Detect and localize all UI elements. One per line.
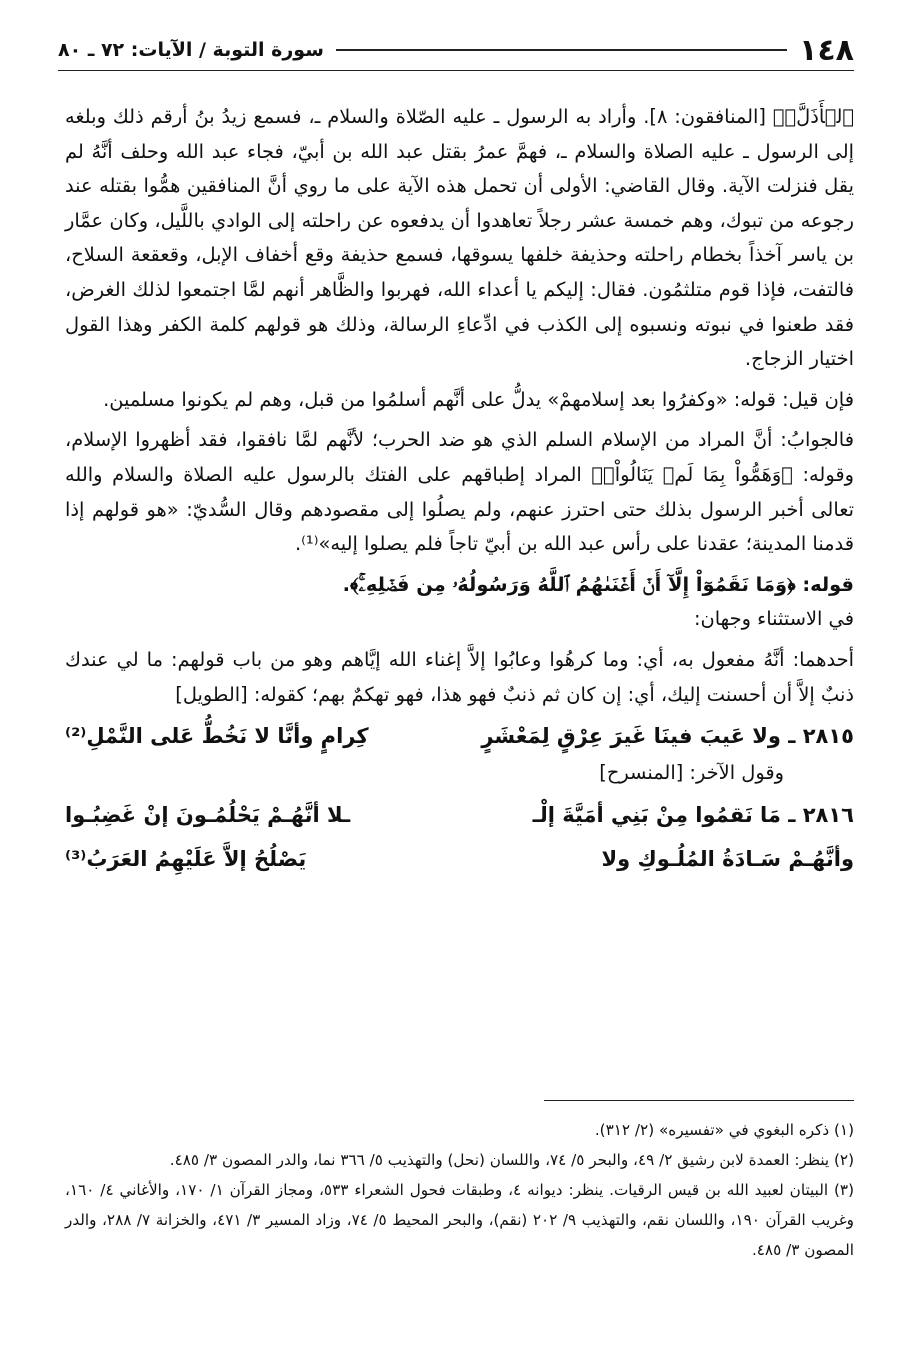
page-header bbox=[58, 30, 854, 71]
main-text bbox=[65, 100, 854, 879]
page-number: ١٤٨ bbox=[799, 32, 854, 68]
verse-second-hemistich: ـلا أنَّهُـمْ يَحْلُمُـونَ إنْ غَضِبُـوا bbox=[65, 802, 351, 827]
poetry-verse bbox=[65, 795, 854, 835]
verse-second-hemistich: كِرامٍ وأنَّا لا نَخُطُّ عَلى النَّمْلِ⁽²⁾ bbox=[65, 724, 369, 749]
poetry-verse bbox=[65, 716, 854, 756]
verse-first-hemistich: ٢٨١٦ ـ مَا نَقمُوا مِنْ بَنِي أمَيَّةَ إلْـ bbox=[532, 802, 854, 827]
paragraph: فالجوابُ: أنَّ المراد من الإسلام السلم الذي هو ضد الحرب؛ لأنَّهم لمَّا نافقوا، فقد أظهروا الإسلام، وقوله: ﴿وَهَمُّواْ بِمَا لَمۡ يَنَالُواْۚ﴾ المراد إطباقهم على الفتك بالرسول عليه الصلاة والسلام والله تعالى أخبر الرسول بذلك حتى احترز عنهم، ولم يصلُوا إلى مقصودهم وقال السُّديّ: «هو قولهم إذا قدمنا المدينة؛ عقدنا على رأس عبد الله بن أبيّ تاجاً فلم يصلوا إليه»⁽¹⁾. bbox=[65, 428, 854, 556]
paragraph: ٱلۡأَذَلَّۚ﴾ [المنافقون: ٨]. وأراد به الرسول ـ عليه الصّلاة والسلام ـ، فسمع زيدُ بنُ أرقم ذلك وبلغه إلى الرسول ـ عليه الصلاة والسلام ـ، فهمَّ عمرُ بقتل عبد الله بن أبيّ، فجاء عبد الله وحلف أنَّهُ لم يقل فنزلت الآية. وقال القاضي: الأولى أن تحمل هذه الآية على ما روي أنَّ المنافقين همُّوا بقتله عند رجوعه من تبوك، وهم خمسة عشر رجلاً تعاهدوا أن يدفعوه عن راحلته إلى الوادي باللَّيل، وكان عمَّار بن ياسر آخذاً بخطام راحلته وحذيفة خلفها يسوقها، فسمع حذيفة وقع أخفاف الإبل، وقعقعة السلاح، فالتفت، فإذا قوم متلثمُون. فقال: إليكم يا أعداء الله، فهربوا والظَّاهر أنهم لمَّا اجتمعوا لذلك الغرض، فقد طعنوا في نبوته ونسبوه إلى الكذب في ادِّعاءِ الرسالة، وذلك هو قولهم كلمة الكفر وهذا القول اختيار الزجاج. bbox=[65, 105, 854, 371]
verse-second-hemistich: يَصْلُحُ إلاَّ عَلَيْهِمُ العَرَبُ⁽³⁾ bbox=[65, 846, 307, 871]
header-rule bbox=[336, 49, 787, 51]
footnote-rule bbox=[544, 1100, 854, 1101]
verse-first-hemistich: وأنَّهُـمْ سَـادَةُ المُلُـوكِ ولا bbox=[601, 846, 854, 871]
footnote: (٣) البيتان لعبيد الله بن قيس الرقيات. ينظر: ديوانه ٤، وطبقات فحول الشعراء ٥٣٣، ومجاز القرآن ١/ ١٧٠، والأغاني ٤/ ١٦٠، وغريب القرآن ١٩٠، واللسان نقم، والتهذيب ٩/ ٢٠٢ (نقم)، والبحر المحيط ٥/ ٧٤، وزاد المسير ٣/ ٤٧١، والخزانة ٧/ ٢٨٨، والدر المصون ٣/ ٤٨٥. bbox=[65, 1181, 855, 1259]
paragraph: في الاستثناء وجهان: bbox=[693, 607, 854, 631]
paragraph: فإن قيل: قوله: «وكفرُوا بعد إسلامهمْ» يدلُّ على أنَّهم أسلمُوا من قبل، وهم لم يكونوا مسلمين. bbox=[103, 387, 854, 411]
verse-first-hemistich: ٢٨١٥ ـ ولا عَيبَ فينَا غَيرَ عِرْقٍ لِمَعْشَرٍ bbox=[481, 724, 854, 749]
quran-verse-line: قوله: ﴿وَمَا نَقَمُوٓاْ إِلَّآ أَنۡ أَغۡنَىٰهُمُ ٱللَّهُ وَرَسُولُهُۥ مِن فَضۡلِهِۦۚ﴾. bbox=[342, 572, 854, 596]
footnote: (١) ذكره البغوي في «تفسيره» (٢/ ٣١٢). bbox=[594, 1121, 854, 1139]
footnotes bbox=[65, 1100, 854, 1265]
meter-label: وقول الآخر: [المنسرح] bbox=[599, 761, 784, 785]
running-title: سورة التوبة / الآيات: ٧٢ ـ ٨٠ bbox=[58, 39, 324, 61]
footnote: (٢) ينظر: العمدة لابن رشيق ٢/ ٤٩، والبحر ٥/ ٧٤، واللسان (نحل) والتهذيب ٥/ ٣٦٦ نما، والدر المصون ٣/ ٤٨٥. bbox=[169, 1151, 854, 1169]
paragraph: أحدهما: أنَّهُ مفعول به، أي: وما كرهُوا وعابُوا إلاَّ إغناء الله إيَّاهم وهو من باب قولهم: ما لي عندك ذنبٌ إلاَّ أن أحسنت إليك، أي: إن كان ثم ذنبٌ فهو هذا، فهو تهكمٌ بهم؛ كقوله: [الطويل] bbox=[65, 647, 854, 706]
poetry-verse bbox=[65, 839, 854, 879]
